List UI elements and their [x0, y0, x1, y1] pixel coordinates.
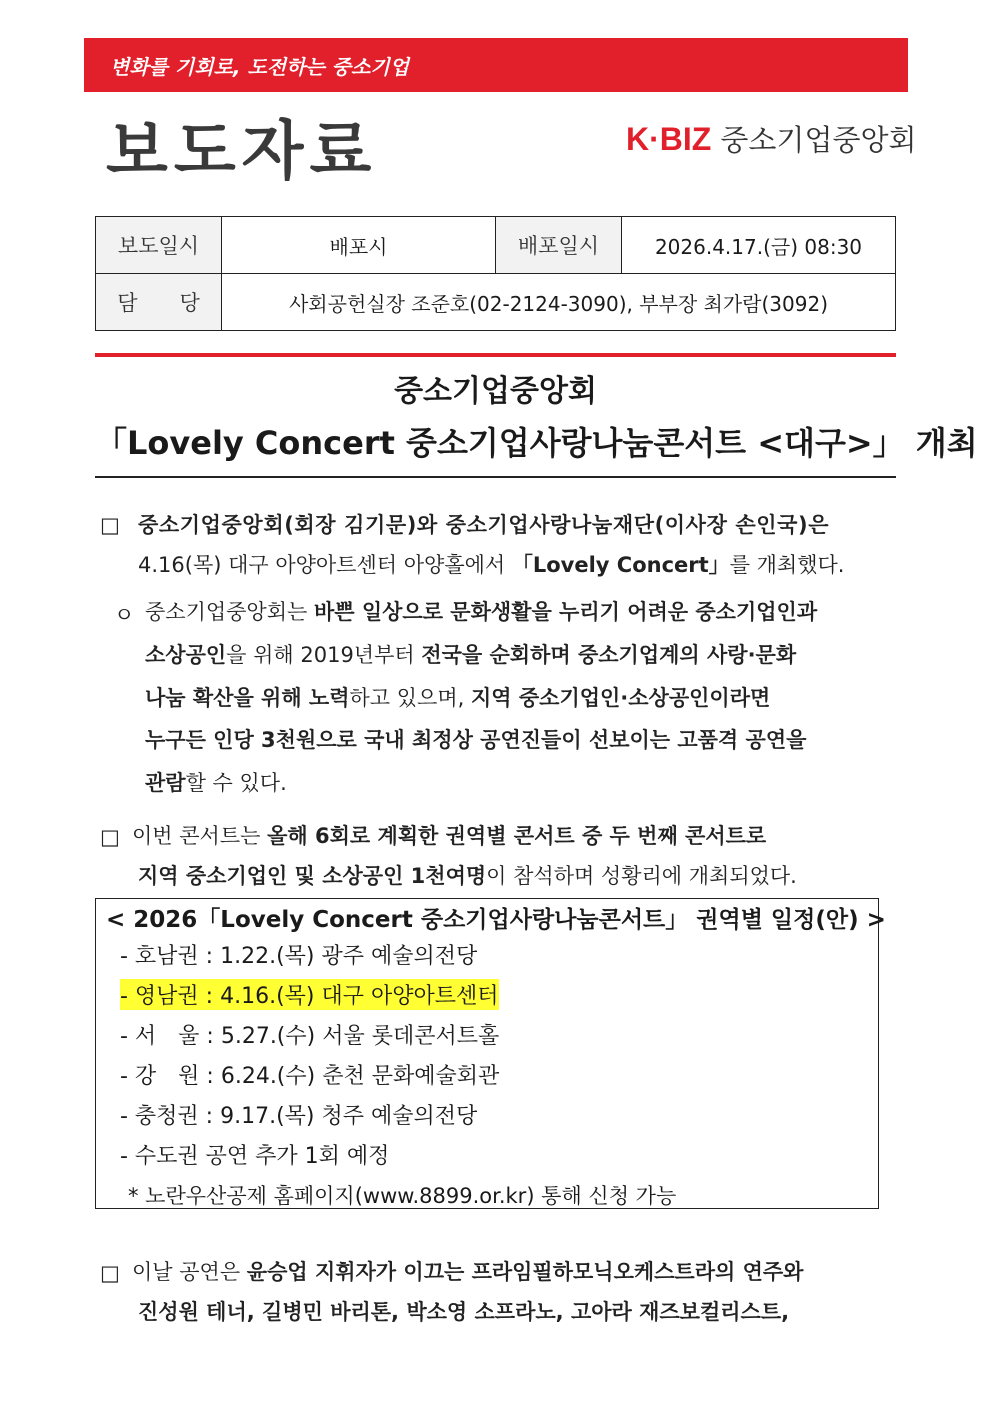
distribution-date-value: 2026.4.17.(금) 08:30 [622, 217, 896, 274]
concert-name: 「Lovely Concert」 [511, 553, 730, 577]
paragraph3-text: 이 참석하며 성황리에 개최되었다. [486, 864, 797, 888]
paragraph2-text: 지역 중소기업인·소상공인이라면 [470, 686, 771, 710]
paragraph4-line2: 진성원 테너, 길병민 바리톤, 박소영 소프라노, 고아라 재즈보컬리스트, [138, 1300, 790, 1324]
paragraph1-line1 [138, 505, 829, 545]
paragraph2-text: 전국을 순회하며 중소기업계의 사랑·문화 [421, 643, 797, 667]
paragraph4-text: 윤승업 지휘자가 이끄는 프라임필하모닉오케스트라의 연주와 [246, 1260, 804, 1284]
paragraph4-text: 이날 공연은 [132, 1260, 247, 1284]
paragraph2-text: 할 수 있다. [185, 771, 287, 795]
document-title: 보도자료 [106, 115, 378, 189]
paragraph2-line4: 누구든 인당 3천원으로 국내 최정상 공연진들이 선보이는 고품격 공연을 [145, 728, 807, 752]
paragraph2-text: 을 위해 2019년부터 [226, 643, 422, 667]
circle-bullet-icon: ㅇ [114, 603, 135, 627]
paragraph3-text: 이번 콘서트는 [132, 824, 268, 848]
headline-divider [95, 476, 896, 478]
paragraph2-line2 [145, 635, 796, 675]
paragraph2-line1 [145, 592, 817, 632]
distribution-date-label: 배포일시 [496, 217, 622, 274]
paragraph1-line2 [138, 545, 844, 585]
slogan-banner [84, 38, 908, 92]
headline-line2: 「Lovely Concert 중소기업사랑나눔콘서트 <대구>」 개최 [95, 424, 978, 462]
paragraph1-text: 중소기업중앙회(회장 김기문)와 중소기업사랑나눔재단(이사장 손인국)은 [138, 513, 830, 537]
contact-row [96, 274, 896, 331]
square-bullet-icon: □ [100, 825, 120, 849]
paragraph2-text: 하고 있으며, [349, 686, 471, 710]
paragraph3-line1 [132, 816, 766, 856]
release-date-value: 배포시 [222, 217, 496, 274]
release-info-table [95, 216, 896, 331]
schedule-item: - 서 울 : 5.27.(수) 서울 롯데콘서트홀 [120, 1024, 500, 1049]
paragraph2-text: 바쁜 일상으로 문화생활을 누리기 어려운 중소기업인과 [313, 600, 818, 624]
schedule-item: - 수도권 공연 추가 1회 예정 [120, 1144, 390, 1169]
slogan-text: 변화를 기회로, 도전하는 중소기업 [110, 55, 409, 79]
red-divider [95, 353, 896, 357]
paragraph1-text: 를 개최했다. [729, 553, 845, 577]
release-date-row [96, 217, 896, 274]
schedule-item: - 충청권 : 9.17.(목) 청주 예술의전당 [120, 1104, 478, 1129]
contact-label: 담 당 [96, 274, 222, 331]
paragraph3-text: 지역 중소기업인 및 소상공인 1천여명 [138, 864, 487, 888]
paragraph2-line3 [145, 678, 770, 718]
paragraph3-text: 올해 6회로 계획한 권역별 콘서트 중 두 번째 콘서트로 [267, 824, 767, 848]
schedule-item-highlighted: - 영남권 : 4.16.(목) 대구 아양아트센터 [120, 979, 499, 1010]
paragraph2-text: 소상공인 [145, 643, 227, 667]
square-bullet-icon: □ [100, 1261, 120, 1285]
contact-value: 사회공헌실장 조준호(02-2124-3090), 부부장 최가람(3092) [222, 274, 896, 331]
paragraph1-text: 4.16(목) 대구 아양아트센터 아양홀에서 [138, 553, 512, 577]
logo-mark: K·BIZ [626, 121, 712, 157]
schedule-box [95, 898, 886, 1209]
schedule-item: - 강 원 : 6.24.(수) 춘천 문화예술회관 [120, 1064, 500, 1089]
paragraph3-line2 [138, 856, 797, 896]
logo-org-name: 중소기업중앙회 [720, 123, 917, 157]
paragraph2-text: 관람 [145, 771, 186, 795]
square-bullet-icon: □ [100, 513, 120, 537]
headline-line1: 중소기업중앙회 [394, 374, 597, 409]
schedule-title: < 2026「Lovely Concert 중소기업사랑나눔콘서트」 권역별 일정(안) > [106, 907, 886, 933]
schedule-item: - 호남권 : 1.22.(목) 광주 예술의전당 [120, 944, 478, 969]
schedule-note: * 노란우산공제 홈페이지(www.8899.or.kr) 통해 신청 가능 [128, 1184, 677, 1208]
paragraph4-line1 [132, 1252, 803, 1292]
paragraph2-line5 [145, 763, 287, 803]
paragraph2-text: 중소기업중앙회는 [145, 600, 314, 624]
kbiz-logo [626, 118, 917, 158]
release-date-label: 보도일시 [96, 217, 222, 274]
paragraph2-text: 나눔 확산을 위해 노력 [145, 686, 350, 710]
